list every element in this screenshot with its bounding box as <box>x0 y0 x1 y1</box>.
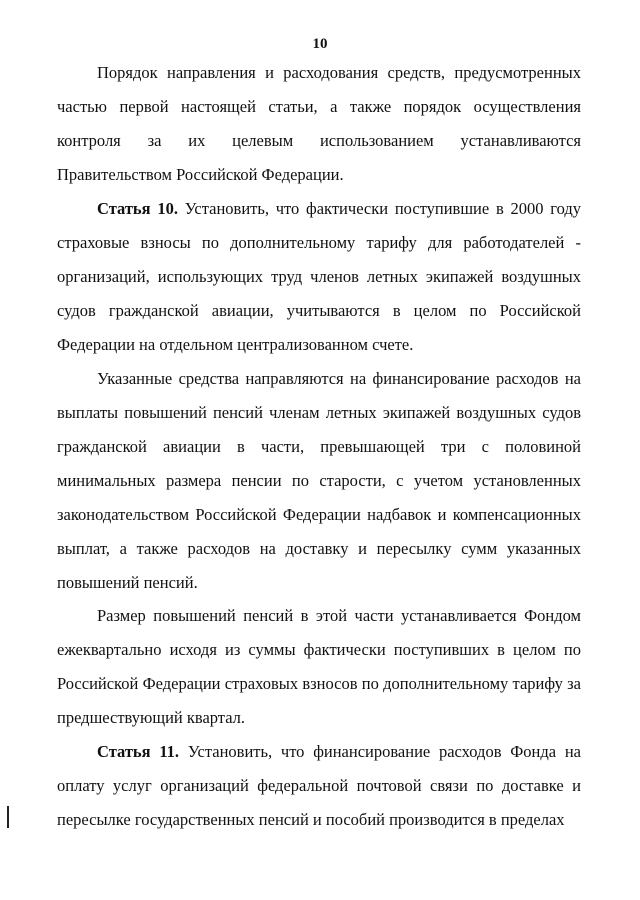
scan-margin-mark <box>7 806 9 828</box>
article-10-text: Установить, что фактически поступившие в 2000 году страховые взносы по дополнительному тарифу для работодателей - организаций, использующих труд членов летных экипажей воздушных судов гражданской авиации, учитываются в целом по Российской Федерации на отдельном централизованном счете. <box>57 199 581 354</box>
paragraph-funds-allocation: Указанные средства направляются на финансирование расходов на выплаты повышений пенсий членам летных экипажей воздушных судов гражданской авиации в части, превышающей три с половиной минимальных размера пенсии по старости, с учетом установленных законодательством Российской Федерации надбавок и компенсационных выплат, а также расходов на доставку и пересылку сумм указанных повышений пенсий. <box>57 369 581 592</box>
page-number: 10 <box>312 36 328 52</box>
article-10-label: Статья 10. <box>97 199 178 218</box>
paragraph-article-11 <box>57 735 581 837</box>
paragraph-article-10 <box>57 192 581 362</box>
paragraph-pension-increase: Размер повышений пенсий в этой части устанавливается Фондом ежеквартально исходя из суммы фактически поступивших в целом по Российской Федерации страховых взносов по дополнительному тарифу за предшествующий квартал. <box>57 606 581 727</box>
article-11-text: Установить, что финансирование расходов Фонда на оплату услуг организаций федеральной почтовой связи по доставке и пересылке государственных пенсий и пособий производится в пределах <box>57 742 581 829</box>
paragraph-procedure: Порядок направления и расходования средств, предусмотренных частью первой настоящей статьи, а также порядок осуществления контроля за их целевым использованием устанавливаются Правительством Российской Федерации. <box>57 63 581 184</box>
article-11-label: Статья 11. <box>97 742 180 761</box>
